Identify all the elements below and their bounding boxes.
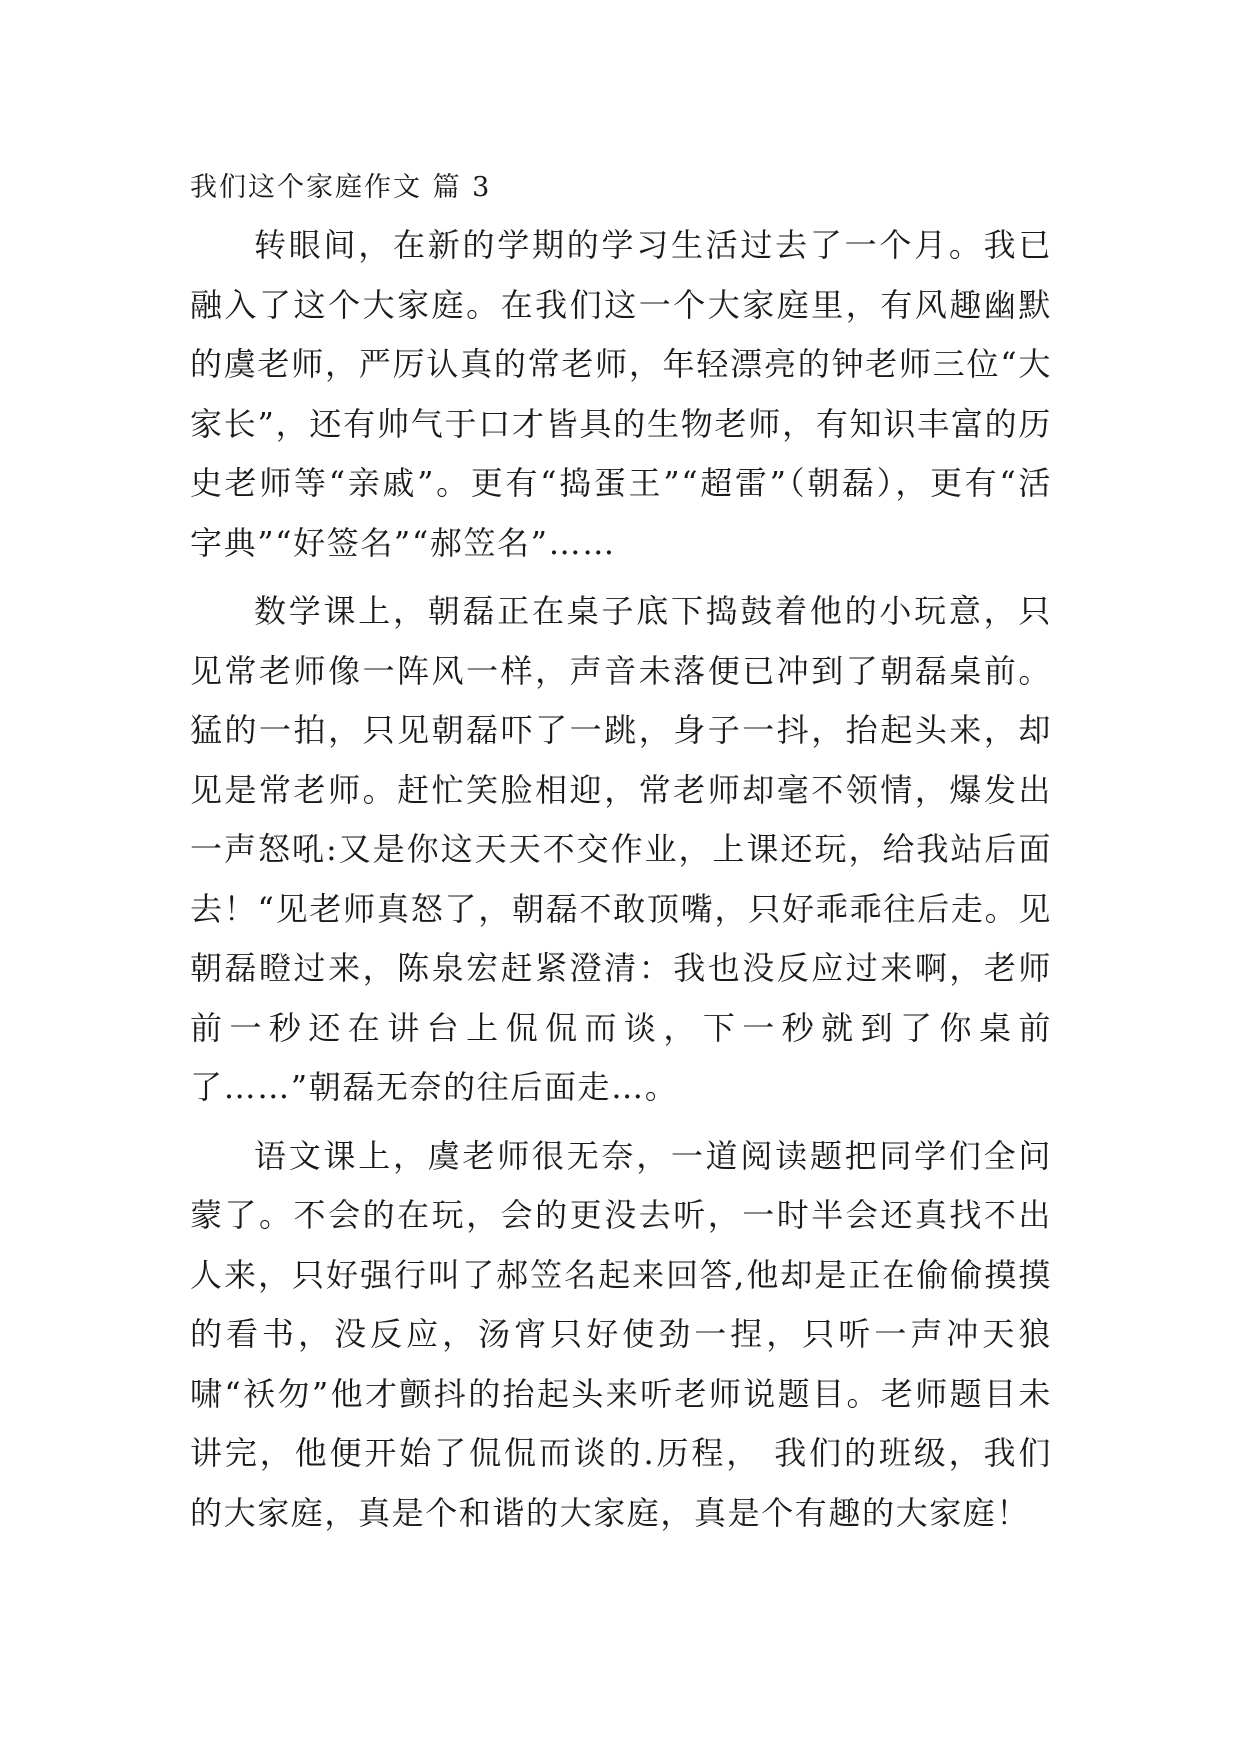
paragraph-2: 数学课上，朝磊正在桌子底下捣鼓着他的小玩意，只见常老师像一阵风一样，声音未落便已冲到了朝磊桌前。猛的一拍，只见朝磊吓了一跳，身子一抖，抬起头来，却见是常老师。赶忙笑脸相迎，常老师却毫不领情，爆发出一声怒吼:又是你这天天不交作业，上课还玩，给我站后面去！“见老师真怒了，朝磊不敢顶嘴，只好乖乖往后走。见朝磊瞪过来，陈泉宏赶紧澄清：我也没反应过来啊，老师前一秒还在讲台上侃侃而谈，下一秒就到了你桌前了……”朝磊无奈的往后面走…。	[190, 592, 1052, 1106]
essay-title: 我们这个家庭作文 篇 3	[190, 172, 492, 203]
paragraph-1: 转眼间，在新的学期的学习生活过去了一个月。我已融入了这个大家庭。在我们这一个大家庭里，有风趣幽默的虞老师，严厉认真的常老师，年轻漂亮的钟老师三位“大家长”，还有帅气于口才皆具的生物老师，有知识丰富的历史老师等“亲戚”。更有“捣蛋王”“超雷”（朝磊），更有“活字典”“好签名”“郝笠名”……	[190, 226, 1052, 562]
document-body	[190, 165, 1052, 1543]
paragraph-3: 语文课上，虞老师很无奈，一道阅读题把同学们全问蒙了。不会的在玩，会的更没去听，一时半会还真找不出人来，只好强行叫了郝笠名起来回答,他却是正在偷偷摸摸的看书，没反应，汤宵只好使劲一捏，只听一声冲天狼啸“袄勿”他才颤抖的抬起头来听老师说题目。老师题目未讲完，他便开始了侃侃而谈的.历程， 我们的班级，我们的大家庭，真是个和谐的大家庭，真是个有趣的大家庭！	[190, 1136, 1052, 1532]
